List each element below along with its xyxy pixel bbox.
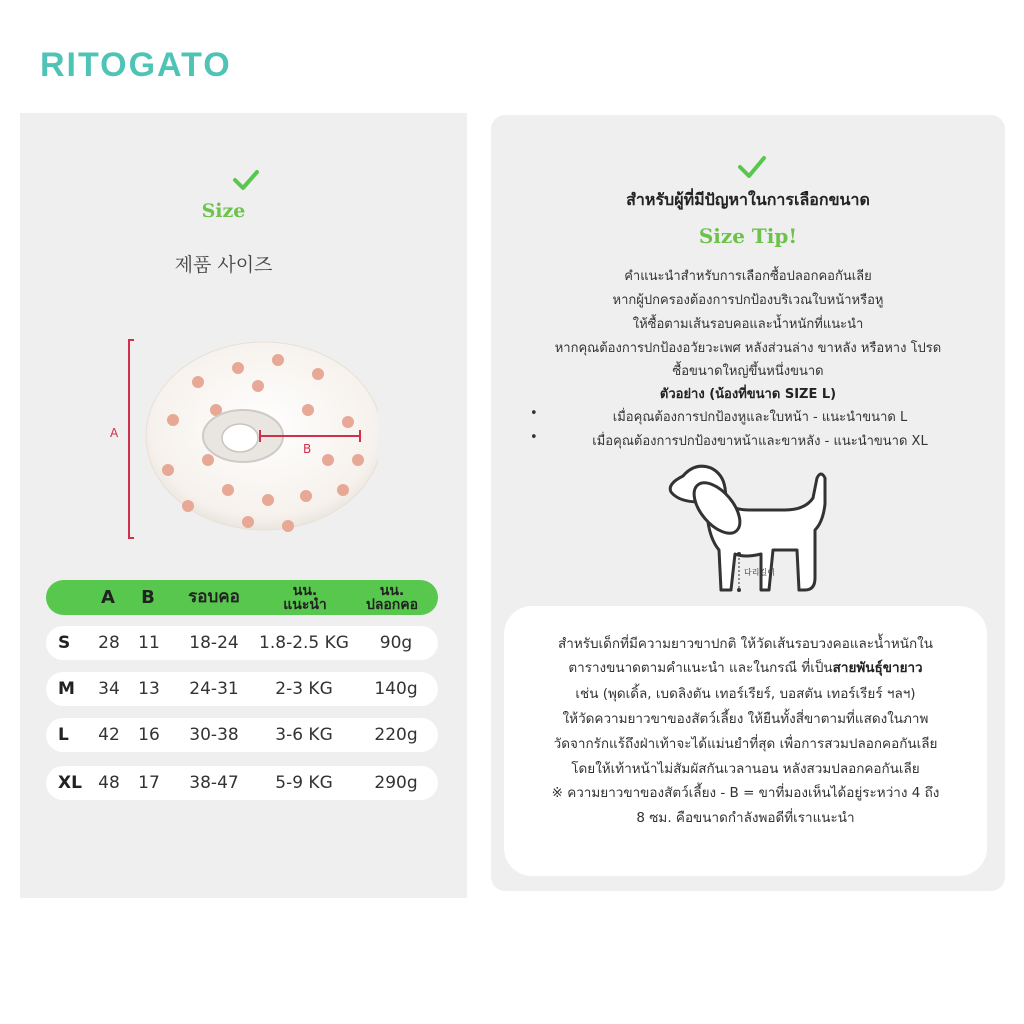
table-row bbox=[46, 766, 438, 800]
row-neck: 24-31 bbox=[189, 679, 239, 699]
long-leg-breed-text: สายพันธุ์ขายาว bbox=[832, 660, 923, 676]
row-b: 16 bbox=[138, 725, 160, 745]
dimension-a-label: A bbox=[110, 426, 119, 440]
row-cone-weight: 290g bbox=[374, 773, 418, 793]
row-size: M bbox=[58, 679, 75, 699]
header-neck: รอบคอ bbox=[188, 587, 240, 607]
row-size: XL bbox=[58, 773, 82, 793]
note-line: วัดจากรักแร้ถึงฝ่าเท้าจะได้แม่นยำที่สุด เพื่อการสวมปลอกคอกันเลีย bbox=[553, 736, 938, 752]
row-neck: 30-38 bbox=[189, 725, 239, 745]
row-cone-weight: 140g bbox=[374, 679, 418, 699]
note-line: ให้วัดความยาวขาของสัตว์เลี้ยง ให้ยืนทั้งสี่ขาตามที่แสดงในภาพ bbox=[562, 711, 929, 727]
tip-line: หากคุณต้องการปกป้องอวัยวะเพศ หลังส่วนล่าง ขาหลัง หรือหาง โปรด bbox=[554, 341, 942, 356]
row-a: 28 bbox=[98, 633, 120, 653]
row-b: 17 bbox=[138, 773, 160, 793]
row-a: 48 bbox=[98, 773, 120, 793]
tip-line: คำแนะนำสำหรับการเลือกซื้อปลอกคอกันเลีย bbox=[624, 269, 872, 284]
table-row bbox=[46, 718, 438, 752]
table-row bbox=[46, 626, 438, 660]
row-a: 34 bbox=[98, 679, 120, 699]
example-heading: ตัวอย่าง (น้องที่ขนาด SIZE L) bbox=[659, 387, 837, 402]
tip-line: หากผู้ปกครองต้องการปกป้องบริเวณใบหน้าหรือหู bbox=[612, 293, 884, 308]
bullet-text: เมื่อคุณต้องการปกป้องหูและใบหน้า - แนะนำขนาด L bbox=[612, 410, 908, 425]
header-cone-weight: นน. ปลอกคอ bbox=[365, 582, 419, 613]
table-row bbox=[46, 672, 438, 706]
size-table-header bbox=[46, 580, 438, 615]
checkmark-icon bbox=[232, 168, 260, 192]
checkmark-icon bbox=[737, 154, 767, 180]
header-b: B bbox=[141, 586, 155, 608]
leg-length-label: 다리길이 bbox=[744, 568, 775, 577]
bullet-text: เมื่อคุณต้องการปกป้องขาหน้าและขาหลัง - แนะนำขนาด XL bbox=[592, 434, 928, 449]
note-line: โดยให้เท้าหน้าไม่สัมผัสกันเวลานอน หลังสวมปลอกคอกันเลีย bbox=[571, 761, 920, 777]
row-a: 42 bbox=[98, 725, 120, 745]
size-tip-heading: Size Tip! bbox=[698, 224, 798, 248]
dimension-b-label: B bbox=[303, 442, 312, 456]
row-weight: 5-9 KG bbox=[275, 773, 333, 793]
row-size: L bbox=[58, 725, 69, 745]
row-weight: 3-6 KG bbox=[275, 725, 333, 745]
row-weight: 2-3 KG bbox=[275, 679, 333, 699]
bullet-icon: • bbox=[530, 430, 538, 445]
note-line: เช่น (พุดเดิ้ล, เบดลิงตัน เทอร์เรียร์, บอสตัน เทอร์เรียร์ ฯลฯ) bbox=[575, 686, 916, 702]
header-a: A bbox=[101, 586, 115, 608]
brand-logo: RITOGATO bbox=[40, 46, 232, 84]
row-cone-weight: 90g bbox=[379, 633, 413, 653]
note-text: ตารางขนาดตามคำแนะนำ และในกรณี ที่เป็น bbox=[568, 660, 833, 676]
tip-line: ซื้อขนาดใหญ่ขึ้นหนึ่งขนาด bbox=[672, 364, 824, 379]
note-line: สำหรับเด็กที่มีความยาวขาปกติ ให้วัดเส้นรอบวงคอและน้ำหนักใน bbox=[558, 636, 933, 652]
cone-collar-illustration bbox=[128, 330, 378, 550]
row-neck: 38-47 bbox=[189, 773, 239, 793]
row-neck: 18-24 bbox=[189, 633, 239, 653]
note-line: ※ ความยาวขาของสัตว์เลี้ยง - B = ขาที่มองเห็นได้อยู่ระหว่าง 4 ถึง bbox=[551, 785, 940, 801]
row-weight: 1.8-2.5 KG bbox=[259, 633, 349, 653]
note-line bbox=[504, 656, 987, 678]
row-b: 13 bbox=[138, 679, 160, 699]
bullet-icon: • bbox=[530, 406, 538, 421]
header-weight: นน. แนะนำ bbox=[283, 582, 327, 613]
row-b: 11 bbox=[138, 633, 160, 653]
note-line: 8 ซม. คือขนาดกำลังพอดีที่เราแนะนำ bbox=[636, 810, 855, 826]
row-cone-weight: 220g bbox=[374, 725, 418, 745]
tip-line: ให้ซื้อตามเส้นรอบคอและน้ำหนักที่แนะนำ bbox=[632, 317, 864, 332]
korean-title: 제품 사이즈 bbox=[174, 254, 273, 276]
size-heading: Size bbox=[201, 200, 246, 222]
tip-title: สำหรับผู้ที่มีปัญหาในการเลือกขนาด bbox=[626, 190, 870, 209]
row-size: S bbox=[58, 633, 71, 653]
